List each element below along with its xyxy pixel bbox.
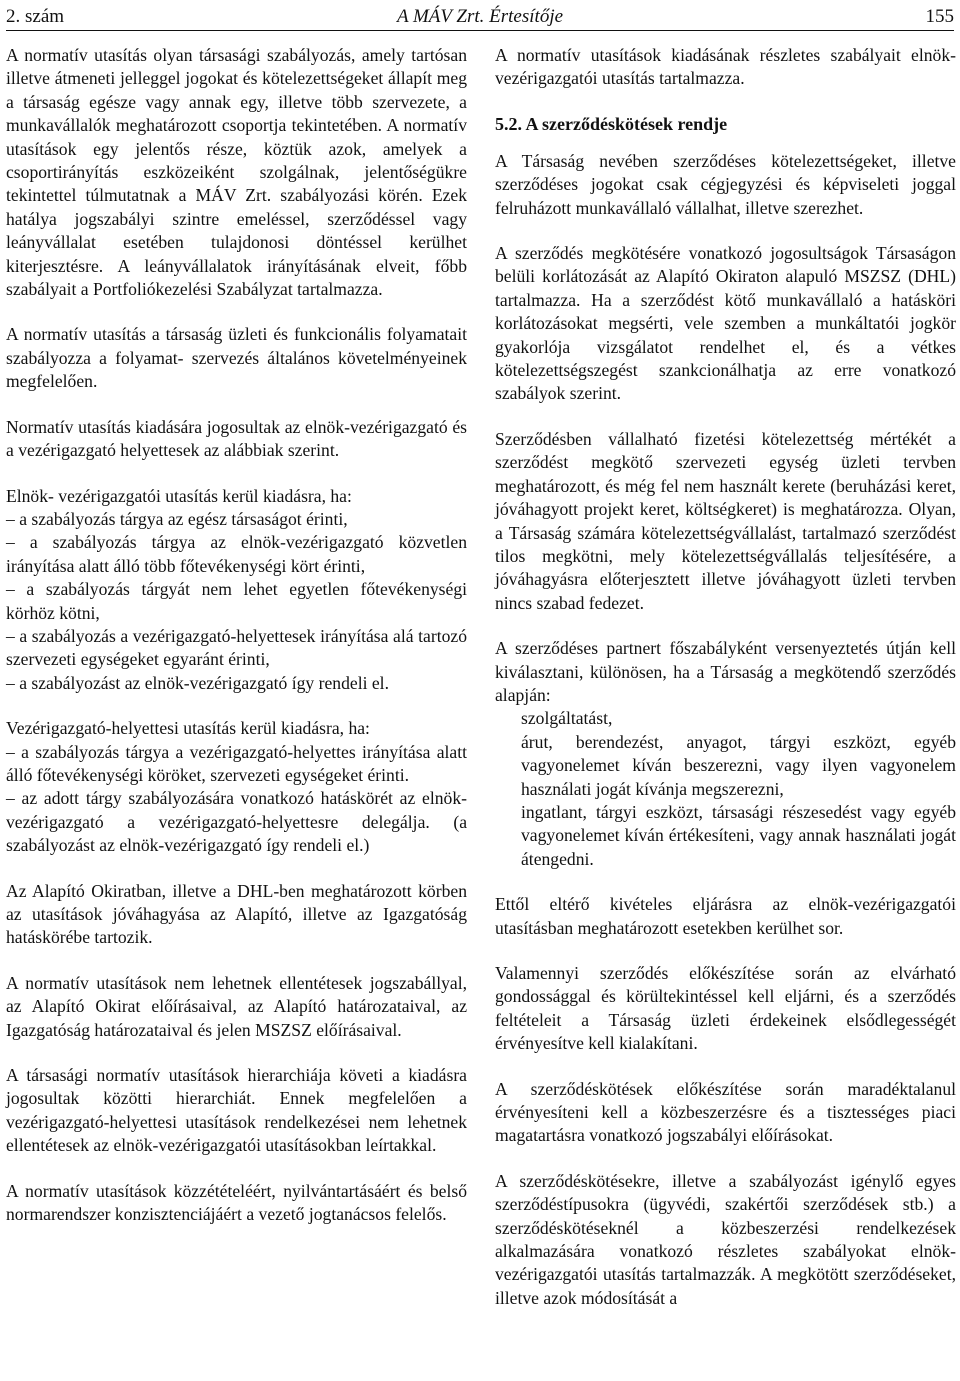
list-item: szolgáltatást, <box>521 708 613 729</box>
paragraph: Az Alapító Okiratban, illetve a DHL-ben meghatározott körben az utasítások jóváhagyása az Alapító, illetve az Igazgatóság hatáskörébe tartozik. <box>6 880 467 948</box>
paragraph: A normatív utasítás a társaság üzleti és funkcionális folyamatait szabályozza a folyamat- szervezés általános követelményeinek megfelelően. <box>6 324 467 392</box>
header-rule <box>6 30 954 31</box>
paragraph: A szerződéskötések előkészítése során maradéktalanul érvényesíteni kell a közbeszerzésre és a tisztességes piaci magatartásra vonatkozó jogszabályi előírásokat. <box>495 1078 956 1146</box>
paragraph: Ettől eltérő kivételes eljárásra az elnök-vezérigazgatói utasításban meghatározott esetekben kerülhet sor. <box>495 894 956 938</box>
paragraph: A szerződéses partnert főszabályként versenyeztetés útján kell kiválasztani, különösen, ha a Társaság a megkötendő szerződés alapján: <box>495 638 956 705</box>
paragraph: A normatív utasítás olyan társasági szabályozás, amely tartósan illetve átmeneti jelleggel jogokat és kötelezettségeket állapít meg a társaság egésze vagy annak egy, illetve több szervezete, a munkavállalók meghatározott csoportja tekintetében. A normatív utasítások egy jelentős része, köztük azok, amelyek a csoportirányítás eszközeiként szolgálnak, jelentőségükre tekintettel túlmutatnak a MÁV Zrt. szabályozási körén. Ezek hatálya jogszabályi szintre emeléssel, szerződéssel vagy leányvállalat esetében tulajdonosi döntéssel kerülhet kiterjesztésre. A leányvállalatok irányításának elveit, főbb szabályait a Portfoliókezelési Szabályzat tartalmazza. <box>6 45 467 300</box>
paragraph: Normatív utasítás kiadására jogosultak az elnök-vezérigazgató és a vezérigazgató helyettesek az alábbiak szerint. <box>6 416 467 461</box>
paragraph: A szerződés megkötésére vonatkozó jogosultságok Társaságon belüli korlátozását az Alapító Okiraton alapuló MSZSZ (DHL) tartalmazza. Ha a szerződést kötő munkavállaló a hatásköri korlátozásokat megsérti, vele szemben a munkáltatói jogkör gyakorlója vizsgálatot rendelhet el, és a vétkes kötelezettségszegést szankcionálhatja az erre vonatkozó szabályok szerint. <box>495 243 956 404</box>
publication-title: A MÁV Zrt. Értesítője <box>396 6 564 27</box>
right-column <box>495 44 956 1332</box>
list-deputy-directive <box>6 717 467 857</box>
left-column <box>6 44 467 1248</box>
paragraph: Valamennyi szerződés előkészítése során az elvárható gondossággal és körültekintéssel kell eljárni, és a szerződés feltételeit a Társaság üzleti érdekeinek elsődlegességét érvényesítve kell kialakítani. <box>495 963 956 1054</box>
list-item: – a szabályozást az elnök-vezérigazgató így rendeli el. <box>6 672 389 693</box>
paragraph: A szerződéskötésekre, illetve a szabályozást igénylő egyes szerződéstípusokra (ügyvédi, szakértői szerződések stb.) a szerződéskötéseknél a közbeszerzési rendelkezések alkalmazására vonatkozó részletes szabályokat elnök-vezérigazgatói utasítás tartalmazzák. A megkötött szerződéseket, illetve azok módosítását a <box>495 1170 956 1308</box>
page-header <box>6 4 954 30</box>
list-item: – a szabályozás tárgyát nem lehet egyetlen főtevékenységi körhöz kötni, <box>6 579 467 623</box>
paragraph: A Társaság nevében szerződéses kötelezettségeket, illetve szerződéses jogokat csak cégjegyzési és képviseleti joggal felruházott munkavállaló vállalhat, illetve szerezhet. <box>495 150 956 218</box>
list-item: – a szabályozás a vezérigazgató-helyettesek irányítása alá tartozó szervezeti egységeket egyaránt érinti, <box>6 625 467 670</box>
list-item: árut, berendezést, anyagot, tárgyi eszközt, egyéb vagyonelemet kíván beszerezni, vagy ilyen vagyonelem használati jogát kívánja megszerezni, <box>521 731 956 799</box>
list-item: – az adott tárgy szabályozására vonatkozó hatáskörét az elnök-vezérigazgató a vezérigazgató-helyettesre delegálja. (a szabályozást az elnök-vezérigazgató így rendeli el.) <box>6 788 467 856</box>
issue-number: 2. szám <box>6 6 65 27</box>
paragraph: Szerződésben vállalható fizetési kötelezettség mértékét a szerződést megkötő szervezeti egység üzleti tervben meghatározott, és még fel nem használt kerete (beruházási keret, jóváhagyott projekt keret, költségkeret) is meghatározza. Olyan, a Társaság számára kötelezettségvállalást, tartalmazó szerződést tilos megkötni, mely kötelezettségvállalás teljesítésére, a jóváhagyásra előterjesztett illetve jóváhagyott üzleti tervben nincs szabad fedezet. <box>495 428 956 613</box>
paragraph: A normatív utasítások közzétételéért, nyilvántartásáért és belső normarendszer konzisztenciájáért a vezető jogtanácsos felelős. <box>6 1180 467 1225</box>
list-intro: Elnök- vezérigazgatói utasítás kerül kiadásra, ha: <box>6 485 352 506</box>
paragraph: A normatív utasítások nem lehetnek ellentétesek jogszabállyal, az Alapító Okirat előírásaival, az Alapító határozataival, az Igazgatóság határozataival és jelen MSZSZ előírásaival. <box>6 972 467 1040</box>
paragraph: A normatív utasítások kiadásának részletes szabályait elnök-vezérigazgatói utasítás tartalmazza. <box>495 45 956 89</box>
list-ceo-directive <box>6 485 467 696</box>
list-item: – a szabályozás tárgya az elnök-vezérigazgató közvetlen irányítása alatt álló több főtevékenységi kört érinti, <box>6 532 467 576</box>
list-intro: Vezérigazgató-helyettesi utasítás kerül kiadásra, ha: <box>6 718 370 739</box>
list-item: ingatlant, tárgyi eszközt, társasági részesedést vagy egyéb vagyonelemet kíván értékesíteni, vagy annak használati jogát átengedni. <box>521 801 956 869</box>
page-number: 155 <box>925 6 954 27</box>
paragraph: A társasági normatív utasítások hierarchiája követi a kiadásra jogosultak közötti hierarchiát. Ennek megfelelően a vezérigazgató-helyettesi utasítások rendelkezései nem lehetnek ellentétesek az elnök-vezérigazgatói utasításokban leírtakkal. <box>6 1065 467 1156</box>
indented-list <box>495 707 956 871</box>
list-item: – a szabályozás tárgya az egész társaságot érinti, <box>6 508 348 529</box>
section-heading: 5.2. A szerződéskötések rendje <box>495 113 728 134</box>
list-item: – a szabályozás tárgya a vezérigazgató-helyettes irányítása alatt álló főtevékenységi köröket, szervezeti egységeket érinti. <box>6 741 467 785</box>
